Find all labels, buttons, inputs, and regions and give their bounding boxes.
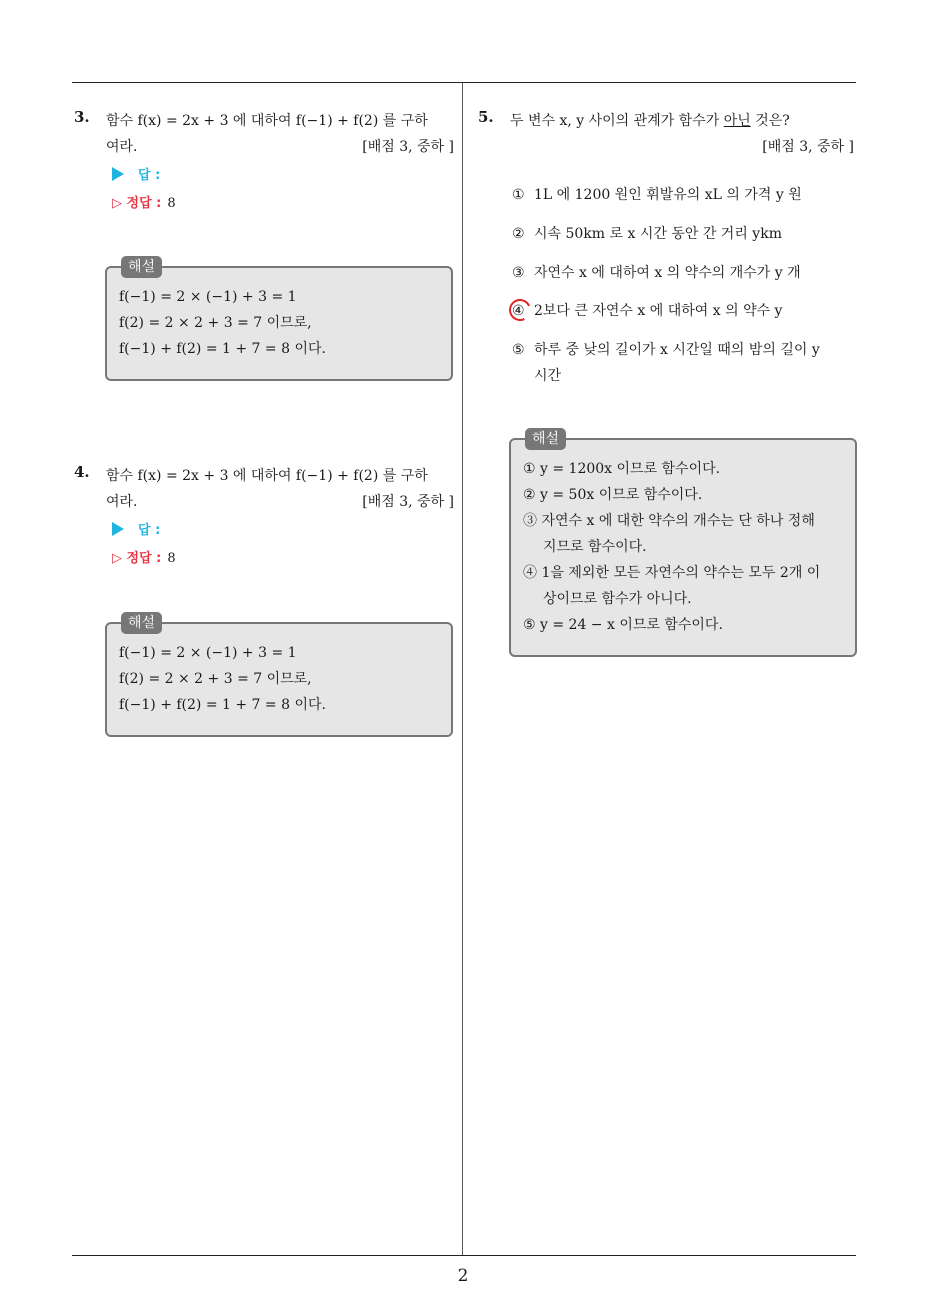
option-4[interactable] xyxy=(512,298,782,324)
solution-line: f(−1) + f(2) = 1 + 7 = 8 이다. xyxy=(119,341,326,357)
correct-answer-value: 8 xyxy=(167,196,176,211)
points-label: [배점 3, 중하 ] xyxy=(762,139,854,155)
page-number: 2 xyxy=(457,1266,469,1286)
question-number: 3. xyxy=(74,108,90,126)
question-text xyxy=(510,108,854,134)
solution-title: 해설 xyxy=(121,612,162,634)
play-triangle-icon xyxy=(112,522,124,536)
question-5 xyxy=(478,108,854,168)
solution-line-cont: 지므로 함수이다. xyxy=(543,539,647,555)
question-text-start: 두 변수 x, y 사이의 관계가 함수가 xyxy=(510,113,724,129)
option-2[interactable] xyxy=(512,221,782,247)
question-text: 함수 f(x) = 2x + 3 에 대하여 f(−1) + f(2) 를 구하 xyxy=(106,468,428,484)
solution-line: f(−1) = 2 × (−1) + 3 = 1 xyxy=(119,645,297,661)
solution-body xyxy=(523,456,845,638)
question-text-line2 xyxy=(106,134,454,160)
question-number: 5. xyxy=(478,108,494,126)
column-divider xyxy=(462,83,463,1255)
question-text-emphasis: 아닌 xyxy=(723,113,751,129)
option-mark: ④ xyxy=(512,303,525,319)
solution-line: ② y = 50x 이므로 함수이다. xyxy=(523,487,703,503)
question-text-cont: 여라. xyxy=(106,494,138,510)
bottom-rule xyxy=(72,1255,856,1256)
solution-box-3 xyxy=(105,259,453,381)
question-text: 함수 f(x) = 2x + 3 에 대하여 f(−1) + f(2) 를 구하 xyxy=(106,113,428,129)
points-label: [배점 3, 중하 ] xyxy=(362,494,454,510)
option-mark: ② xyxy=(512,226,525,242)
solution-line: ③ 자연수 x 에 대한 약수의 개수는 단 하나 정해 xyxy=(523,513,815,529)
correct-answer xyxy=(112,547,176,566)
solution-box-5 xyxy=(509,431,857,657)
question-number: 4. xyxy=(74,463,90,481)
option-mark: ① xyxy=(512,187,525,203)
answer-blank[interactable] xyxy=(112,519,160,538)
solution-line: f(2) = 2 × 2 + 3 = 7 이므로, xyxy=(119,671,312,687)
correct-answer-label: ▷ 정답 : xyxy=(112,551,162,566)
question-text-cont: 여라. xyxy=(106,139,138,155)
option-5[interactable] xyxy=(512,337,852,389)
solution-line: ① y = 1200x 이므로 함수이다. xyxy=(523,461,721,477)
question-4 xyxy=(74,463,454,583)
option-text: 하루 중 낮의 길이가 x 시간일 때의 밤의 길이 y xyxy=(534,342,820,358)
correct-answer-label: ▷ 정답 : xyxy=(112,196,162,211)
correct-answer xyxy=(112,192,176,211)
option-text: 2보다 큰 자연수 x 에 대하여 x 의 약수 y xyxy=(534,303,783,319)
play-triangle-icon xyxy=(112,167,124,181)
option-mark: ③ xyxy=(512,265,525,281)
solution-body xyxy=(119,640,441,718)
correct-answer-value: 8 xyxy=(167,551,176,566)
solution-line-cont: 상이므로 함수가 아니다. xyxy=(543,591,692,607)
question-text-line2 xyxy=(510,134,854,160)
solution-line: f(−1) + f(2) = 1 + 7 = 8 이다. xyxy=(119,697,326,713)
top-rule xyxy=(72,82,856,83)
solution-box-4 xyxy=(105,615,453,737)
option-3[interactable] xyxy=(512,260,801,286)
solution-line: f(2) = 2 × 2 + 3 = 7 이므로, xyxy=(119,315,312,331)
option-1[interactable] xyxy=(512,182,802,208)
option-mark: ⑤ xyxy=(512,342,525,358)
question-text-line2 xyxy=(106,489,454,515)
solution-line: ⑤ y = 24 − x 이므로 함수이다. xyxy=(523,617,723,633)
option-text: 1L 에 1200 원인 휘발유의 xL 의 가격 y 원 xyxy=(534,187,802,203)
answer-label: 답 : xyxy=(138,168,161,183)
solution-line: f(−1) = 2 × (−1) + 3 = 1 xyxy=(119,289,297,305)
solution-title: 해설 xyxy=(525,428,566,450)
option-text: 자연수 x 에 대하여 x 의 약수의 개수가 y 개 xyxy=(534,265,801,281)
question-text-end: 것은? xyxy=(750,113,790,129)
option-text-cont: 시간 xyxy=(534,368,562,384)
solution-title: 해설 xyxy=(121,256,162,278)
option-text: 시속 50km 로 x 시간 동안 간 거리 ykm xyxy=(534,226,782,242)
solution-line: ④ 1을 제외한 모든 자연수의 약수는 모두 2개 이 xyxy=(523,565,821,581)
answer-blank[interactable] xyxy=(112,164,160,183)
solution-body xyxy=(119,284,441,362)
points-label: [배점 3, 중하 ] xyxy=(362,139,454,155)
answer-label: 답 : xyxy=(138,523,161,538)
